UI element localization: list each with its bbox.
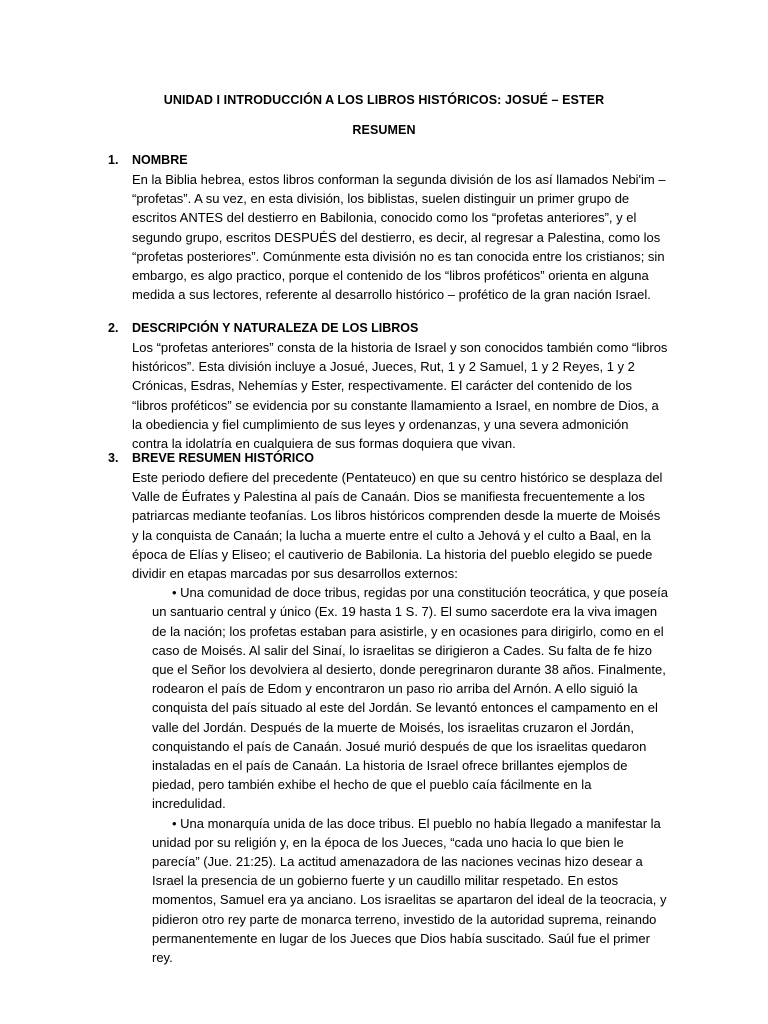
section-number: 1. — [108, 153, 119, 167]
section-heading — [108, 449, 668, 468]
section-paragraph: En la Biblia hebrea, estos libros conforman la segunda división de los así llamados Nebi'im – “profetas”. A su vez, en esta división, los biblistas, suelen distinguir un primer grupo de escritos ANTES del destierro en Babilonia, conocido como los “profetas anteriores”, y el segundo grupo, escritos DESPUÉS del destierro, es decir, al regresar a Palestina, como los “profetas posteriores”. Comúnmente esta división no es tan conocida entre los cristianos; sin embargo, es algo practico, porque el contenido de los “libros proféticos” orienta en alguna medida a sus lectores, referente al desarrollo histórico – profético de la gran nación Israel. — [132, 172, 666, 303]
bullet-item-monarquia: • Una monarquía unida de las doce tribus. El pueblo no había llegado a manifestar la unidad por su religión y, en la época de los Jueces, “cada uno hacia lo que bien le parecía” (Jue. 21:25). La actitud amenazadora de las naciones vecinas hizo desear a Israel la presencia de un gobierno fuerte y un caudillo militar respetado. En estos momentos, Samuel era ya anciano. Los israelitas se apartaron del ideal de la teocracia, y pidieron otro rey parte de monarca terreno, investido de la autoridad suprema, reinando permanentemente en lugar de los Jueces que Dios había suscitado. Saúl fue el primer rey. — [152, 815, 667, 966]
document-subtitle: RESUMEN — [352, 123, 416, 137]
section-number: 2. — [108, 321, 119, 335]
section-paragraph: Los “profetas anteriores” consta de la historia de Israel y son conocidos también como “libros históricos”. Esta división incluye a Josué, Jueces, Rut, 1 y 2 Samuel, 1 y 2 Reyes, 1 y 2 Crónicas, Esdras, Nehemías y Ester, respectivamente. El carácter del contenido de los “libros proféticos” se evidencia por su constante llamamiento a Israel, en nombre de Dios, a la obediencia y fiel cumplimiento de sus leyes y ordenanzas, y una severa admonición contra la idolatría en cualquiera de sus formas doquiera que vivan. — [132, 340, 668, 452]
section-resumen-historico — [108, 449, 668, 967]
section-heading — [108, 319, 668, 338]
section-title: DESCRIPCIÓN Y NATURALEZA DE LOS LIBROS — [132, 321, 419, 335]
section-paragraph: Este periodo defiere del precedente (Pentateuco) en que su centro histórico se desplaza del Valle de Éufrates y Palestina al país de Canaán. Dios se manifiesta frecuentemente a los patriarcas mediante teofanías. Los libros históricos comprenden desde la muerte de Moisés y la conquista de Canaán; la lucha a muerte entre el culto a Jehová y el culto a Baal, en la época de Elías y Eliseo; el cautiverio de Babilonia. La historia del pueblo elegido se puede dividir en etapas marcadas por sus desarrollos externos: — [132, 470, 663, 582]
bullet-item-comunidad: • Una comunidad de doce tribus, regidas por una constitución teocrática, y que poseía un santuario central y único (Ex. 19 hasta 1 S. 7). El sumo sacerdote era la viva imagen de la nación; los profetas estaban para asistirle, y en ocasiones para dirigirlo, como en el caso de Moisés. Al salir del Sinaí, lo israelitas se dirigieron a Cades. Su falta de fe hizo que el Señor los devolviera al desierto, donde peregrinaron durante 38 años. Finalmente, rodearon el país de Edom y encontraron un paso rio arriba del Arnón. A ello siguió la conquista del país situado al este del Jordán. Se levantó entonces el campamento en el valle del Jordán. Después de la muerte de Moisés, los israelitas cruzaron el Jordán, conquistando el país de Canaán. Josué murió después de que los israelitas quedaron instaladas en el país de Canaán. La historia de Israel ofrece brillantes ejemplos de piedad, pero también exhibe el hecho de que el pueblo caía fácilmente en la incredulidad. — [152, 585, 668, 812]
section-title: BREVE RESUMEN HISTÓRICO — [132, 451, 314, 465]
section-heading — [108, 151, 668, 170]
section-number: 3. — [108, 451, 119, 465]
document-title: UNIDAD I INTRODUCCIÓN A LOS LIBROS HISTÓRICOS: JOSUÉ – ESTER — [163, 93, 605, 107]
section-title: NOMBRE — [132, 153, 188, 167]
section-descripcion — [108, 319, 668, 453]
section-nombre — [108, 151, 668, 304]
